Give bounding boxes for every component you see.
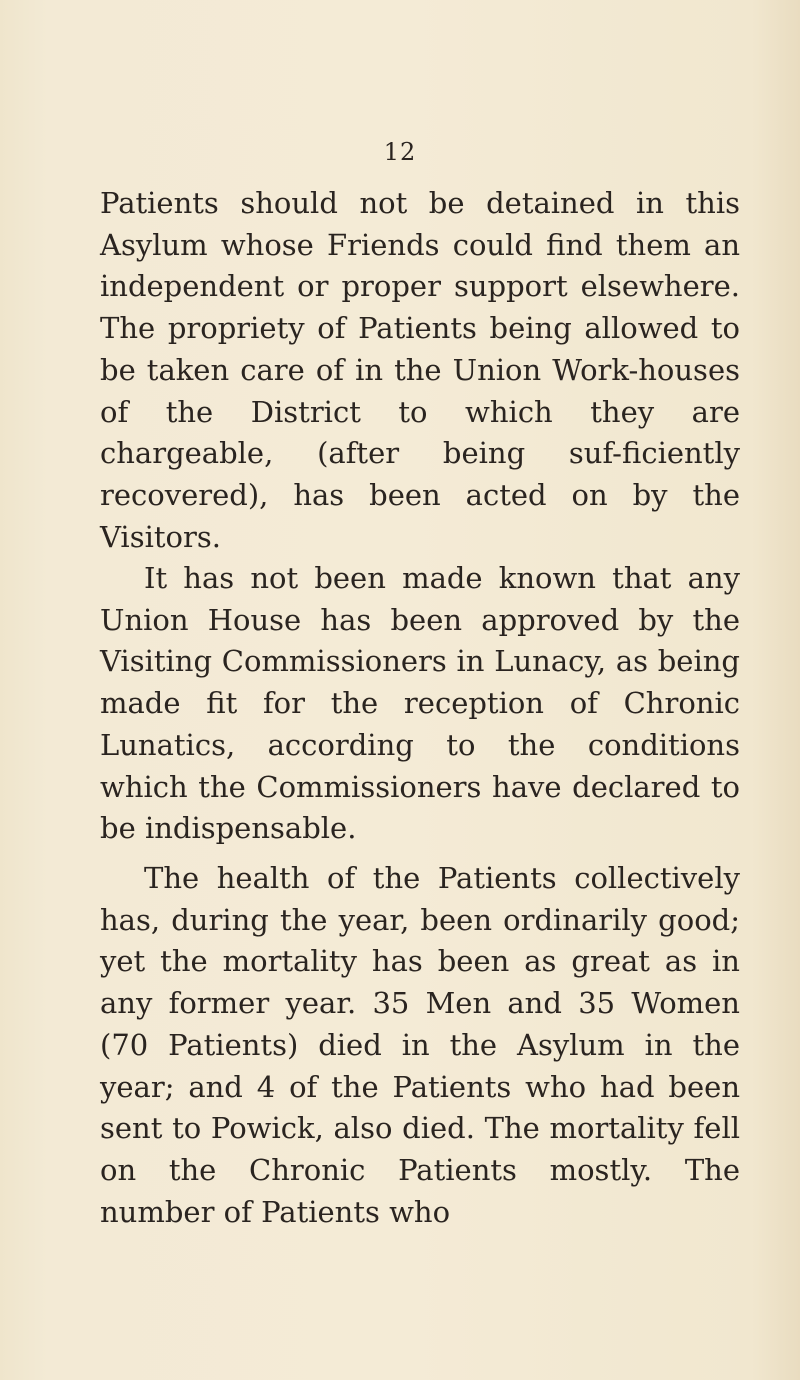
paragraph-detention-of-patients: Patients should not be detained in this Asylum whose Friends could find them an independent or proper support elsewhere. The propriety of Patients being allowed to be taken care of in the Union Work-houses of the District to which they are chargeable, (after being suf-ficiently recovered), has been acted on by the Visitors. [100,186,740,554]
page-number: 12 [383,138,417,166]
paragraph-health-and-mortality: The health of the Patients collectively has, during the year, been ordinarily good; yet the mortality has been as great as in any former year. 35 Men and 35 Women (70 Patients) died in the Asylum in the year; and 4 of the Patients who had been sent to Powick, also died. The mortality fell on the Chronic Patients mostly. The number of Patients who [100,861,740,1229]
paragraph-union-house-approval: It has not been made known that any Union House has been approved by the Visiting Commissioners in Lunacy, as being made fit for the reception of Chronic Lunatics, according to the conditions which the Commissioners have declared to be indispensable. [100,561,740,846]
